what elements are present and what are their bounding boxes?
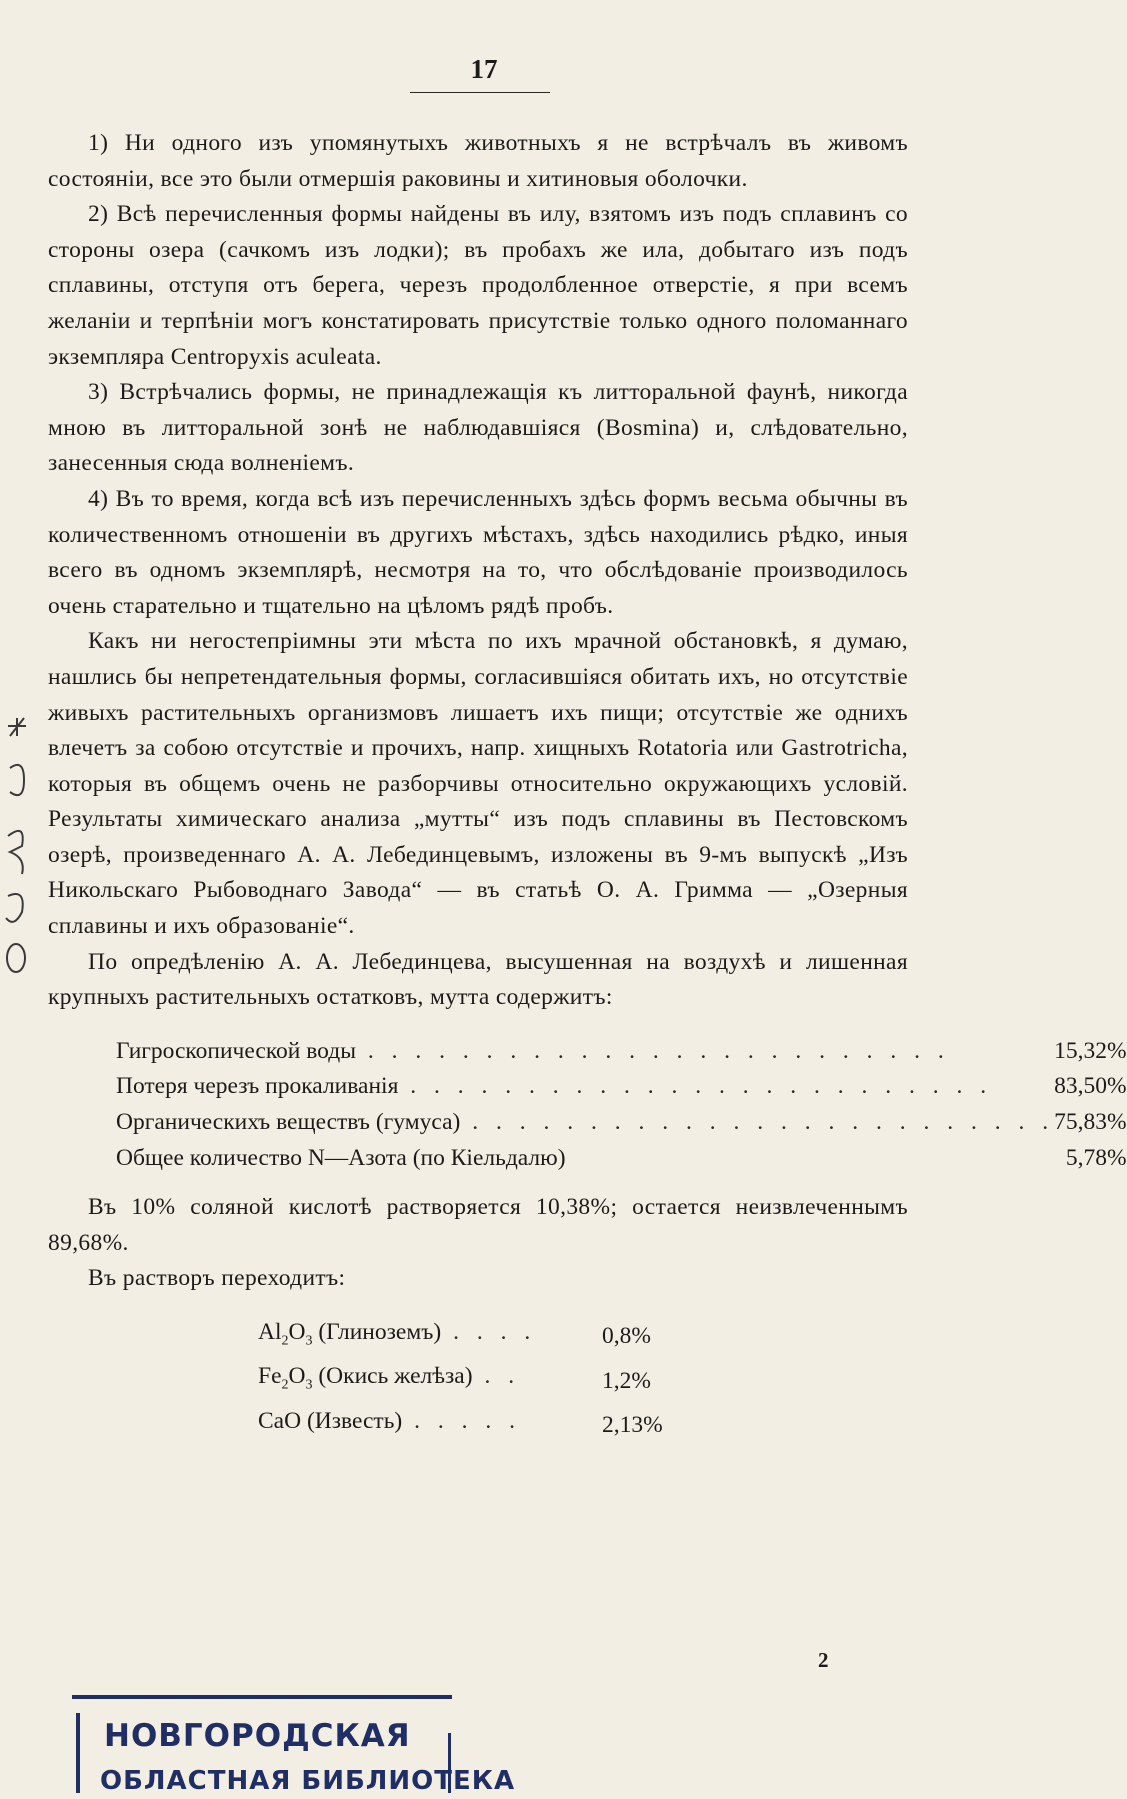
compound-name: (Окись желѣза) <box>312 1363 473 1390</box>
paragraph-4: 4) Въ то время, когда всѣ изъ перечисленныхъ здѣсь формъ весьма обычны въ количественномъ отношенiи въ другихъ мѣстахъ, здѣсь находились рѣдко, иныя всего въ одномъ экземплярѣ, несмотря на то, что обслѣдованiе производилось очень старательно и тщательно на цѣломъ рядѣ пробъ. <box>48 485 908 619</box>
compound-name: (Глиноземъ) <box>312 1319 442 1345</box>
subscript-a: 2 <box>281 1333 289 1349</box>
leader-dots: . . . . . . . . . . . . . . . . . . . . . . . . . <box>398 1073 993 1100</box>
paragraph-6: По опредѣленiю А. А. Лебединцева, высушенная на воздухѣ и лишенная крупныхъ растительныхъ остатковъ, мутта содержитъ: <box>48 948 908 1011</box>
formula-b: O <box>288 1319 306 1345</box>
formula-a: Fe <box>258 1363 282 1390</box>
composition-label: Общее количество N—Азота (по Кiельдалю) <box>116 1144 566 1171</box>
solution-value: 1,2% <box>602 1367 651 1394</box>
subscript-b: 3 <box>305 1377 313 1393</box>
stamp-subtitle: ОБЛАСТНАЯ БИБЛИОТЕКА <box>100 1766 516 1796</box>
composition-row <box>116 1034 1127 1070</box>
composition-label: Гигроскопической воды <box>116 1037 356 1064</box>
composition-value: 83,50% <box>1054 1073 1127 1100</box>
handwritten-margin-note <box>0 718 34 980</box>
composition-row <box>116 1141 1127 1177</box>
solution-row <box>258 1359 663 1403</box>
composition-row <box>116 1105 1127 1141</box>
formula-a: CaO <box>258 1407 302 1434</box>
body-text <box>48 126 1127 1448</box>
stamp-frame-left <box>76 1713 80 1793</box>
solution-intro: Въ растворъ переходитъ: <box>88 1265 346 1292</box>
stamp-title: НОВГОРОДСКАЯ <box>104 1718 411 1754</box>
leader-dots: . . . . <box>441 1319 537 1345</box>
header-rule <box>410 92 550 93</box>
solution-value: 2,13% <box>602 1411 663 1438</box>
page-number: 17 <box>470 54 498 84</box>
formula-b: O <box>288 1363 306 1390</box>
subscript-b: 3 <box>305 1333 313 1349</box>
composition-label: Потеря черезъ прокаливанiя <box>116 1073 399 1100</box>
acid-paragraph: Въ 10% соляной кислотѣ растворяется 10,38%; остается неизвлеченнымъ 89,68%. <box>48 1194 908 1256</box>
solution-value: 0,8% <box>602 1323 651 1350</box>
solution-row <box>258 1404 663 1448</box>
leader-dots: . . <box>472 1363 521 1390</box>
paragraph-2: 2) Всѣ перечисленныя формы найдены въ илу, взятомъ изъ подъ сплавинъ со стороны озера (сачкомъ изъ лодки); въ пробахъ же ила, добытаго изъ подъ сплавины, отступя отъ берега, черезъ продолбленное отверстiе, я при всемъ желанiи и терпѣнiи могъ констатировать присутствiе только одного поломаннаго экземпляра Centropyxis aculeata. <box>48 201 908 370</box>
solution-row <box>258 1315 663 1359</box>
paragraph-1: 1) Ни одного изъ упомянутыхъ животныхъ я не встрѣчалъ въ живомъ состоянiи, все это были отмершiя раковины и хитиновыя оболочки. <box>48 130 908 192</box>
paragraph-5: Какъ ни негостепрiимны эти мѣста по ихъ мрачной обстановкѣ, я думаю, нашлись бы непретендательныя формы, согласившiяся обитать ихъ, но отсутствiе живыхъ растительныхъ организмовъ лишаетъ ихъ пищи; отсутствiе же однихъ влечетъ за собою отсутствiе и прочихъ, напр. хищныхъ Rotatoria или Gastrotricha, которыя въ общемъ очень не разборчивы относительно окружающихъ условiй. Результаты химическаго анализа „мутты“ изъ подъ сплавины въ Пестовскомъ озерѣ, произведеннаго А. А. Лебединцевымъ, изложены въ 9-мъ выпускѣ „Изъ Никольскаго Рыбоводнаго Завода“ — въ статьѣ О. А. Гримма — „Озерныя сплавины и ихъ образованiе“. <box>48 628 908 940</box>
composition-label: Органическихъ веществъ (гумуса) <box>116 1109 461 1136</box>
leader-dots: . . . . . <box>402 1407 521 1434</box>
leader-dots: . . . . . . . . . . . . . . . . . . . . . . . . . <box>460 1109 1055 1136</box>
composition-table <box>116 1034 1127 1176</box>
composition-row <box>116 1069 1127 1105</box>
leader-dots: . . . . . . . . . . . . . . . . . . . . . . . . . <box>356 1037 950 1064</box>
composition-value: 5,78% <box>1065 1144 1127 1171</box>
subscript-a: 2 <box>281 1377 289 1393</box>
solution-table <box>258 1315 663 1448</box>
composition-value: 75,83% <box>1054 1109 1127 1136</box>
formula-a: Al <box>258 1319 282 1345</box>
paragraph-3: 3) Встрѣчались формы, не принадлежащiя къ литторальной фаунѣ, никогда мною въ литторальной зонѣ не наблюдавшiяся (Bosmina) и, слѣдовательно, занесенныя сюда волненiемъ. <box>48 379 908 477</box>
signature-mark: 2 <box>818 1648 829 1672</box>
compound-name: (Известь) <box>301 1407 403 1434</box>
composition-value: 15,32% <box>1054 1037 1127 1064</box>
